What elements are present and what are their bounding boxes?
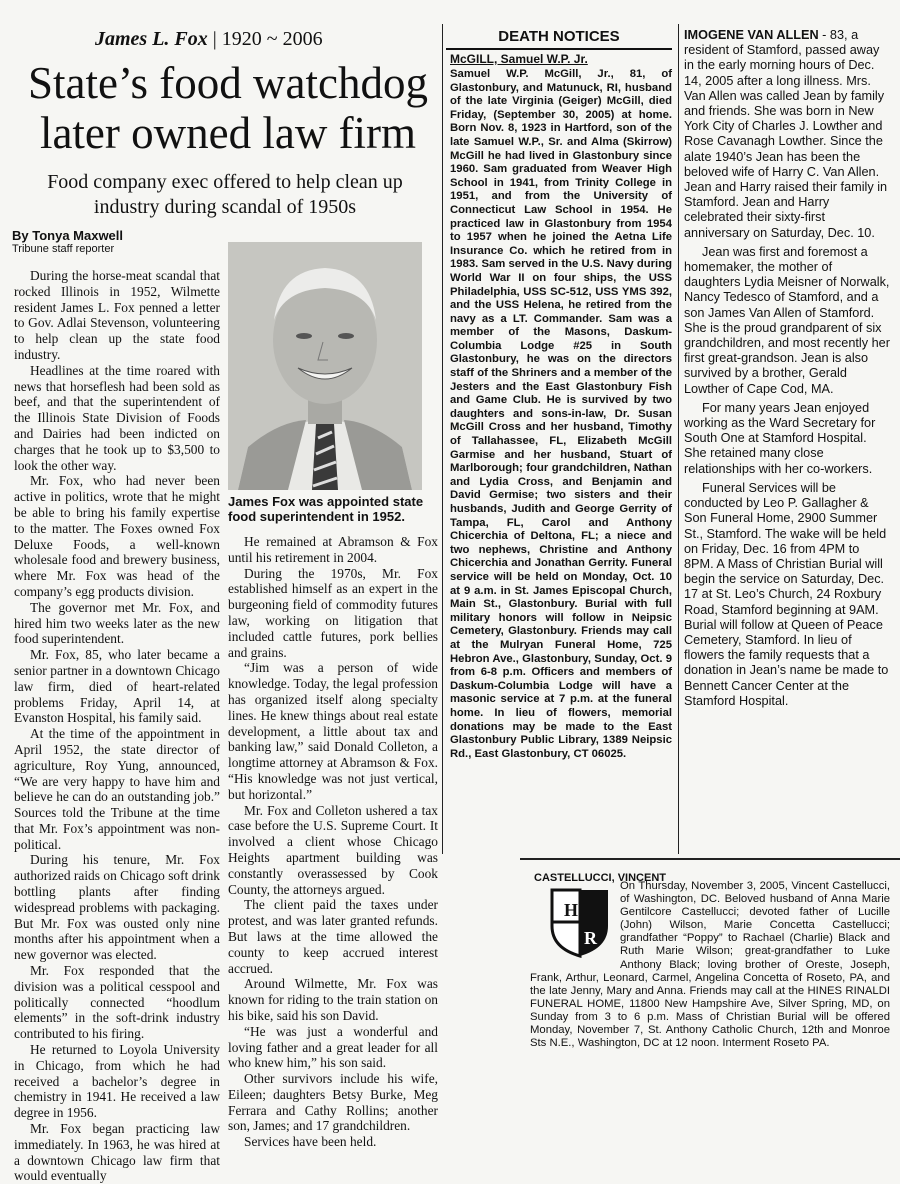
paragraph: During the horse-meat scandal that rocked Illinois in 1952, Wilmette resident James L. Fox penned a letter to Gov. Adlai Stevenson, volunteering to help clean up the state food industry.	[14, 268, 220, 362]
section-divider	[520, 858, 900, 860]
paragraph: The client paid the taxes under protest, and was later granted refunds. But laws at the time allowed the county to keep accrued interest accrued.	[228, 897, 438, 976]
castellucci-name: CASTELLUCCI, VINCENT	[534, 872, 666, 884]
paragraph: Headlines at the time roared with news that horseflesh had been sold as beef, and that the superintendent of the Illinois State Division of Foods and Dairies had been indicted on charges that he took up to $3,500 to look the other way.	[14, 362, 220, 473]
article-column-1	[14, 268, 220, 1184]
portrait-photo	[228, 242, 422, 490]
column-divider	[678, 24, 679, 854]
paragraph: “He was just a wonderful and loving father and a great leader for all who knew him,” his son said.	[228, 1023, 438, 1071]
paragraph: Mr. Fox and Colleton ushered a tax case before the U.S. Supreme Court. It involved a client whose Chicago Heights apartment building was constantly overassessed by Cook County, the attorneys argued.	[228, 802, 438, 897]
shield-icon	[548, 886, 612, 958]
paragraph: “Jim was a person of wide knowledge. Today, the legal profession has organized itself along specialty lines. He knew things about real estate development, a little about tax and banking law,” said Donald Colleton, a longtime attorney at Abramson & Fox. “His knowledge was not just vertical, but horizontal.”	[228, 660, 438, 802]
headline: State’s food watchdog later owned law firm	[28, 58, 428, 158]
death-notices-header: DEATH NOTICES	[446, 28, 672, 50]
paragraph: Services have been held.	[244, 1134, 377, 1150]
subheadline: Food company exec offered to help clean up industry during scandal of 1950s	[47, 171, 403, 218]
notice-paragraph	[684, 28, 892, 241]
paragraph: Mr. Fox, who had never been active in politics, wrote that he might be able to bring his family expertise to the matter. The Foxes owned Fox Deluxe Foods, a well-known wholesale food and brewery business, where Mr. Fox was head of the company’s egg products division.	[14, 473, 220, 599]
byline	[12, 228, 212, 255]
article-dateline	[95, 28, 415, 51]
byline-author: By Tonya Maxwell	[12, 228, 124, 243]
notice-text: - 83, a resident of Stamford, passed away in the early morning hours of Dec. 14, 2005 after a long illness. Mrs. Van Allen was called Jean by family and friends. She was born in New York City of Charles J. Lowther and Rose Cavanagh Lowther. Since the alate 1940’s Jean has been the beloved wife of Harry C. Van Allen. Jean and Harry raised their family in Stamford. Jean and Harry celebrated their sixty-first anniversary on Saturday, Dec. 10.	[684, 28, 888, 240]
notice-name: McGILL, Samuel W.P. Jr.	[450, 52, 588, 66]
paragraph: He remained at Abramson & Fox until his retirement in 2004.	[228, 534, 438, 565]
life-years: | 1920 ~ 2006	[207, 28, 323, 50]
paragraph: Mr. Fox began practicing law immediately. In 1963, he was hired at a downtown Chicago law firm that would eventually	[14, 1121, 220, 1184]
photo-caption: James Fox was appointed state food superintendent in 1952.	[228, 494, 424, 524]
funeral-home-logo	[548, 886, 612, 958]
paragraph: Mr. Fox, 85, who later became a senior partner in a downtown Chicago law firm, died of heart-related problems Friday, April 14, at Evanston Hospital, his family said.	[14, 647, 220, 726]
van-allen-notice	[684, 28, 892, 848]
deceased-name: James L. Fox	[95, 28, 208, 50]
column-divider	[442, 24, 443, 854]
paragraph: Other survivors include his wife, Eileen; daughters Betsy Burke, Meg Ferrara and Cathy Rollins; another son, James; and 17 grandchildren.	[228, 1071, 438, 1134]
notice-body: Samuel W.P. McGill, Jr., 81, of Glastonbury, and Matunuck, RI, husband of the late Virginia (Geiger) McGill, died Friday, (September 30, 2005) at home. Born Nov. 8, 1923 in Hartford, son of the late Samuel W.P., Sr. and Alma (Skirrow) McGill he had lived in Glastonbury since 1960. Sam graduated from Weaver High School in 1941, from Trinity College in 1951, and from the University of Connecticut Law School in 1954. He practiced law in Glastonbury from 1954 to 1957 when he joined the Aetna Life Insurance Co. which he retired from in 1983. Sam served in the U.S. Navy during World War II on four ships, the USS Philadelphia, USS SC-512, USS YMS 392, and the USS Helena, he retired from the navy as a LT. Commander. Sam was a member of the Masons, Daskum-Columbia Lodge #25 in South Glastonbury, he was on the directors staff of the Shriners and a member of the Jesters and the East Glastonbury Fish and Game Club. He is survived by two daughters and sons-in-law, Dr. Susan McGill Cross and her husband, Timothy of Tallahassee, FL, Elizabeth McGill Garmise and her husband, Stuart of Marlborough; four grandchildren, Nathan and Lydia Cross, and Benjamin and David Germise; two sisters and their husbands, Judith and George Gerrity of Tampa, FL, Carol and Anthony Chicerchia of Deltona, FL; a niece and two nephews, Christine and Anthony Chicerchia and Jonathan Gerrity. Funeral service will be held on Monday, Oct. 10 at 9 a.m. in St. James Episcopal Church, Main St., Glastonbury. Burial with full military honors will follow in Neipsic Cemetery, Glastonbury. Friends may call at the Mulryan Funeral Home, 725 Hebron Ave., Glastonbury, Sunday, Oct. 9 from 6-8 p.m. Officers and members of Daskum-Columbia Lodge will have a masonic service at 7 p.m. at the funeral home. In lieu of flowers, memorial donations may be made to the East Glastonbury Public Library, 1389 Neipsic Rd., East Glastonbury, CT 06025.	[450, 68, 672, 760]
svg-text:H: H	[564, 900, 579, 920]
paragraph: Mr. Fox responded that the division was a political cesspool and politically connected “hoodlum elements” in the soft-drink industry contributed to his firing.	[14, 963, 220, 1042]
byline-role: Tribune staff reporter	[12, 243, 115, 255]
paragraph: The governor met Mr. Fox, and hired him two weeks later as the new food superintendent.	[14, 599, 220, 647]
svg-text:R: R	[584, 928, 597, 948]
notice-paragraph: For many years Jean enjoyed working as the Ward Secretary for South One at Stamford Hospital. She retained many close relationships with her co-workers.	[684, 400, 876, 476]
notice-paragraph: Funeral Services will be conducted by Leo P. Gallagher & Son Funeral Home, 2900 Summer St., Stamford. The wake will be held on Friday, Dec. 16 from 4PM to 8PM. A Mass of Christian Burial will begin the service on Saturday, Dec. 17 at St. Leo’s Church, 24 Roxbury Road, Stamford beginning at 9AM. Burial will follow at Queen of Peace Cemetery, Stamford. In lieu of flowers the family requests that a donation in Jean’s name be made to Bennett Cancer Center at the Stamford Hospital.	[684, 480, 889, 708]
paragraph: At the time of the appointment in April 1952, the state director of agriculture, Roy Yung, announced, “We are very happy to have him and believe he can do an outstanding job.” Sources told the Tribune at the time that Mr. Fox’s appointment was non-political.	[14, 726, 220, 852]
paragraph: During the 1970s, Mr. Fox established himself as an expert in the burgeoning field of commodity futures law, working on litigation that included cattle futures, pork bellies and grains.	[228, 565, 438, 660]
notice-body: On Thursday, November 3, 2005, Vincent Castellucci, of Washington, DC. Beloved husband of Anna Marie Gentilcore Castellucci; devoted father of Lucille (John) Wilson, Marie Concetta Castellucci; grandfather “Poppy” to Rachael (Charlie) Black and Ruth Marie Wilson; great-grandfather to Luke Anthony Black; loving brother of Oreste, Joseph, Frank, Arthur, Leonard, Carmel, Angelina Concetta of Roseto, PA, and the late Jenny, Mary and Anna. Friends may call at the HINES RINALDI FUNERAL HOME, 11800 New Hampshire Ave, Silver Spring, MD, on Sunday from 3 to 6 p.m. Mass of Christian Burial will be offered Monday, November 7, St. Anthony Catholic Church, 12th and Monroe Sts N.E., Washington, DC at 12 noon. Interment Roseto PA.	[530, 880, 890, 1050]
notice-paragraph: Jean was first and foremost a homemaker, the mother of daughters Lydia Meisner of Norwalk, Nancy Tedesco of Stamford, and a son James Van Allen of Stamford. She is the proud grandparent of six grandchildren, and most recently her first great-grandson. Jean is also survived by a brother, Gerald Lowther of Cape Cod, MA.	[684, 244, 890, 396]
notice-name: IMOGENE VAN ALLEN	[684, 28, 819, 42]
portrait-illustration	[228, 242, 422, 490]
paragraph: He returned to Loyola University in Chicago, from which he had received a bachelor’s degree in chemistry in 1941. He received a law degree in 1956.	[14, 1042, 220, 1121]
paragraph: Around Wilmette, Mr. Fox was known for riding to the train station on his bike, said his son David.	[228, 976, 438, 1023]
paragraph: During his tenure, Mr. Fox authorized raids on Chicago soft drink bottling plants after finding widespread problems with packaging. But Mr. Fox was ousted only nine months after his appointment when a new governor was elected.	[14, 852, 220, 963]
article-column-2	[228, 534, 438, 1170]
